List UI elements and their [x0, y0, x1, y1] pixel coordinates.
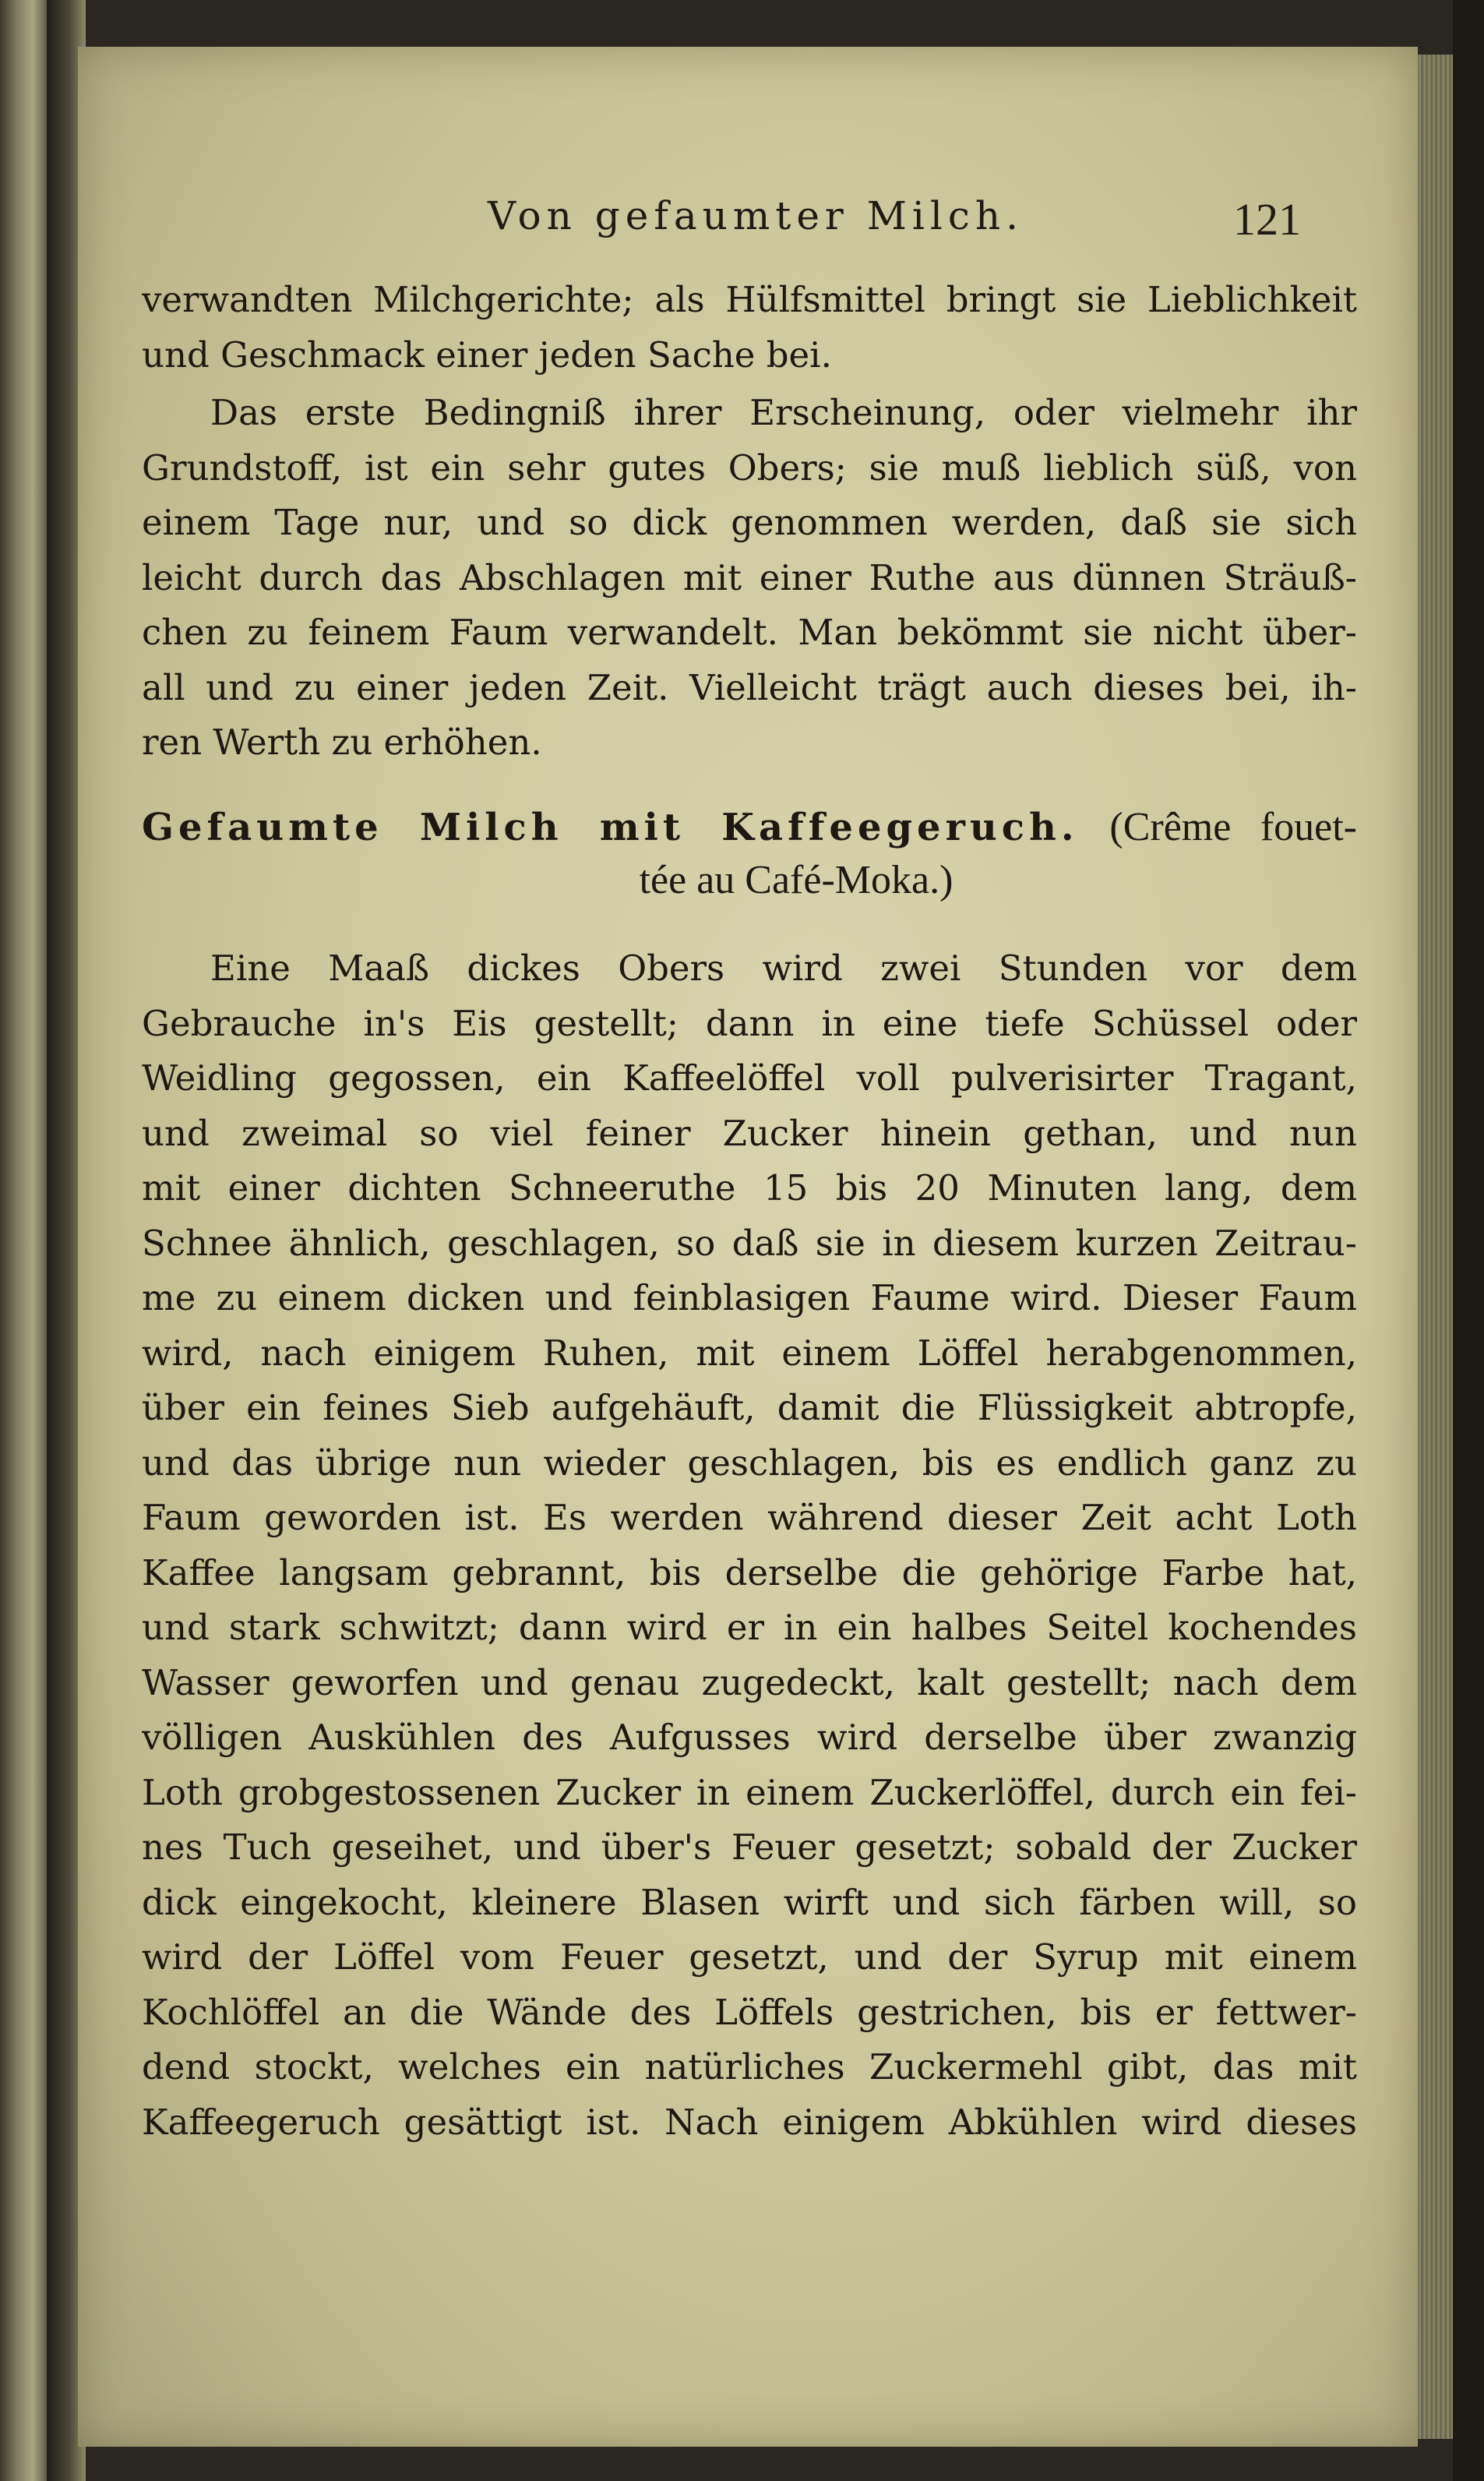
text-line: völligen Auskühlen des Aufgusses wird derselbe über zwanzig [142, 1717, 1357, 1758]
text-line: Kaffee langsam gebrannt, bis derselbe die gehörige Farbe hat, [142, 1551, 1357, 1593]
text-line: dick eingekocht, kleinere Blasen wirft und sich färben will, so [142, 1881, 1357, 1923]
page-header [78, 193, 1418, 256]
recipe-title-german: Gefaumte Milch mit Kaffeegeruch. [142, 806, 1079, 849]
text-line: nes Tuch geseihet, und über's Feuer gesetzt; sobald der Zucker [142, 1826, 1357, 1868]
intro-paragraph [142, 386, 1357, 771]
text-line: Schnee ähnlich, geschlagen, so daß sie in diesem kurzen Zeitrau- [142, 1222, 1357, 1264]
text-line: leicht durch das Abschlagen mit einer Ruthe aus dünnen Sträuß- [142, 556, 1357, 598]
running-title: Von gefaumter Milch. [488, 193, 1024, 238]
text-line: einem Tage nur, und so dick genommen werden, daß sie sich [142, 502, 1357, 543]
text-line: Kaffeegeruch gesättigt ist. Nach einigem Abkühlen wird dieses [142, 2101, 1357, 2143]
text-line: Wasser geworfen und genau zugedeckt, kalt gestellt; nach dem [142, 1661, 1357, 1703]
background-right [1453, 0, 1484, 2481]
recipe-heading-line-1 [142, 801, 1357, 854]
previous-page-edge [0, 0, 47, 2481]
text-line: und stark schwitzt; dann wird er in ein halbes Seitel kochendes [142, 1607, 1357, 1648]
continuation-paragraph [142, 273, 1357, 383]
recipe-title-french-part1: (Crême fouet- [1109, 805, 1357, 849]
text-line: Weidling gegossen, ein Kaffeelöffel voll pulverisirter Tragant, [142, 1057, 1357, 1099]
text-line: me zu einem dicken und feinblasigen Faume wird. Dieser Faum [142, 1277, 1357, 1318]
book-page [78, 47, 1418, 2447]
text-line: mit einer dichten Schneeruthe 15 bis 20 Minuten lang, dem [142, 1167, 1357, 1209]
text-line: ren Werth zu erhöhen. [142, 722, 542, 763]
page-number: 121 [1233, 194, 1301, 245]
recipe-paragraph [142, 941, 1357, 2150]
text-line: und das übrige nun wieder geschlagen, bis es endlich ganz zu [142, 1442, 1357, 1484]
text-line: und zweimal so viel feiner Zucker hinein gethan, und nun [142, 1112, 1357, 1154]
text-line: Grundstoff, ist ein sehr gutes Obers; sie muß lieblich süß, von [142, 446, 1357, 489]
recipe-title-french-part2: tée au Café-Moka.) [639, 858, 953, 902]
text-line: Gebrauche in's Eis gestellt; dann in eine tiefe Schüssel oder [142, 1002, 1357, 1044]
text-line: all und zu einer jeden Zeit. Vielleicht trägt auch dieses bei, ih- [142, 666, 1357, 708]
text-line: Kochlöffel an die Wände des Löffels gestrichen, bis er fettwer- [142, 1991, 1357, 2033]
text-line: wird, nach einigem Ruhen, mit einem Löffel herabgenommen, [142, 1332, 1357, 1374]
recipe-heading [142, 801, 1357, 907]
text-line: verwandten Milchgerichte; als Hülfsmittel bringt sie Lieblichkeit [142, 279, 1357, 320]
book-block-edge [1418, 55, 1453, 2439]
text-line: wird der Löffel vom Feuer gesetzt, und der Syrup mit einem [142, 1936, 1357, 1978]
text-line: Eine Maaß dickes Obers wird zwei Stunden vor dem [210, 948, 1357, 989]
text-line: Loth grobgestossenen Zucker in einem Zuckerlöffel, durch ein fei- [142, 1771, 1357, 1813]
text-line: dend stockt, welches ein natürliches Zuckermehl gibt, das mit [142, 2046, 1357, 2087]
text-line: über ein feines Sieb aufgehäuft, damit die Flüssigkeit abtropfe, [142, 1387, 1357, 1428]
text-line: und Geschmack einer jeden Sache bei. [142, 334, 832, 376]
text-line: Faum geworden ist. Es werden während dieser Zeit acht Loth [142, 1497, 1357, 1538]
text-line: chen zu feinem Faum verwandelt. Man bekömmt sie nicht über- [142, 612, 1357, 653]
text-line: Das erste Bedingniß ihrer Erscheinung, oder vielmehr ihr [210, 392, 1357, 433]
